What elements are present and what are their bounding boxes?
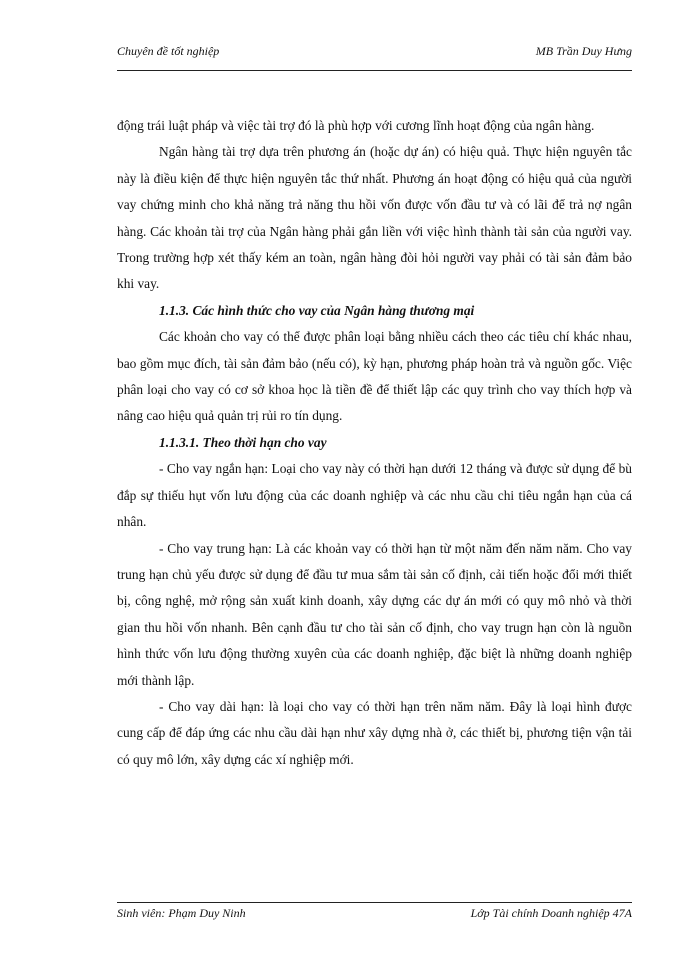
- paragraph-effective-plan: Ngân hàng tài trợ dựa trên phương án (hoặc dự án) có hiệu quả. Thực hiện nguyên tắc này là điều kiện để thực hiện nguyên tắc thứ nhất. Phương án hoạt động có hiệu quả của người vay chứng minh cho khả năng trả năng thu hồi vốn được vốn đầu tư và có lãi để trả nợ ngân hàng. Các khoản tài trợ của Ngân hàng phải gắn liền với việc hình thành tài sản của người vay. Trong trường hợp xét thấy kém an toàn, ngân hàng đòi hỏi người vay phải có tài sản đảm bảo khi vay.: [117, 144, 632, 292]
- section-heading-1-1-3: 1.1.3. Các hình thức cho vay của Ngân hàng thương mại: [159, 302, 475, 318]
- page-footer: [117, 906, 632, 921]
- footer-left: Sinh viên: Phạm Duy Ninh: [117, 906, 246, 920]
- header-right: MB Trần Duy Hưng: [535, 44, 632, 58]
- paragraph-continuation: động trái luật pháp và việc tài trợ đó là phù hợp với cương lĩnh hoạt động của ngân hàng.: [117, 118, 595, 133]
- page-header: [117, 44, 632, 59]
- section-heading-1-1-3-1: 1.1.3.1. Theo thời hạn cho vay: [159, 434, 327, 450]
- page-body: [117, 113, 632, 773]
- footer-rule: [117, 902, 632, 903]
- header-left: Chuyên đề tốt nghiệp: [117, 44, 220, 58]
- paragraph-short-term-loan: - Cho vay ngắn hạn: Loại cho vay này có thời hạn dưới 12 tháng và được sử dụng để bù đắp sự thiếu hụt vốn lưu động của các doanh nghiệp và các nhu cầu chi tiêu ngắn hạn của cá nhân.: [117, 461, 632, 530]
- paragraph-long-term-loan: - Cho vay dài hạn: là loại cho vay có thời hạn trên năm năm. Đây là loại hình được cung cấp để đáp ứng các nhu cầu dài hạn như xây dựng nhà ở, các thiết bị, phương tiện vận tải có quy mô lớn, xây dựng các xí nghiệp mới.: [117, 698, 632, 767]
- paragraph-loan-classification: Các khoản cho vay có thể được phân loại bằng nhiều cách theo các tiêu chí khác nhau, bao gồm mục đích, tài sản đảm bảo (nếu có), kỳ hạn, phương pháp hoàn trả và nguồn gốc. Việc phân loại cho vay có cơ sở khoa học là tiền đề để thiết lập các quy trình cho vay thích hợp và nâng cao hiệu quả quản trị rủi ro tín dụng.: [117, 329, 632, 424]
- header-rule: [117, 70, 632, 71]
- footer-right: Lớp Tài chính Doanh nghiệp 47A: [470, 906, 632, 920]
- paragraph-medium-term-loan: - Cho vay trung hạn: Là các khoản vay có thời hạn từ một năm đến năm năm. Cho vay trung hạn chủ yếu được sử dụng để đầu tư mua sắm tài sản cố định, cải tiến hoặc đổi mới thiết bị, công nghệ, mở rộng sản xuất kinh doanh, xây dựng các dự án mới có quy mô nhỏ và thời gian thu hồi vốn nhanh. Bên cạnh đầu tư cho tài sản cố định, cho vay trugn hạn còn là nguồn hình thức vốn lưu động thường xuyên của các doanh nghiệp, đặc biệt là những doanh nghiệp mới thành lập.: [117, 540, 632, 688]
